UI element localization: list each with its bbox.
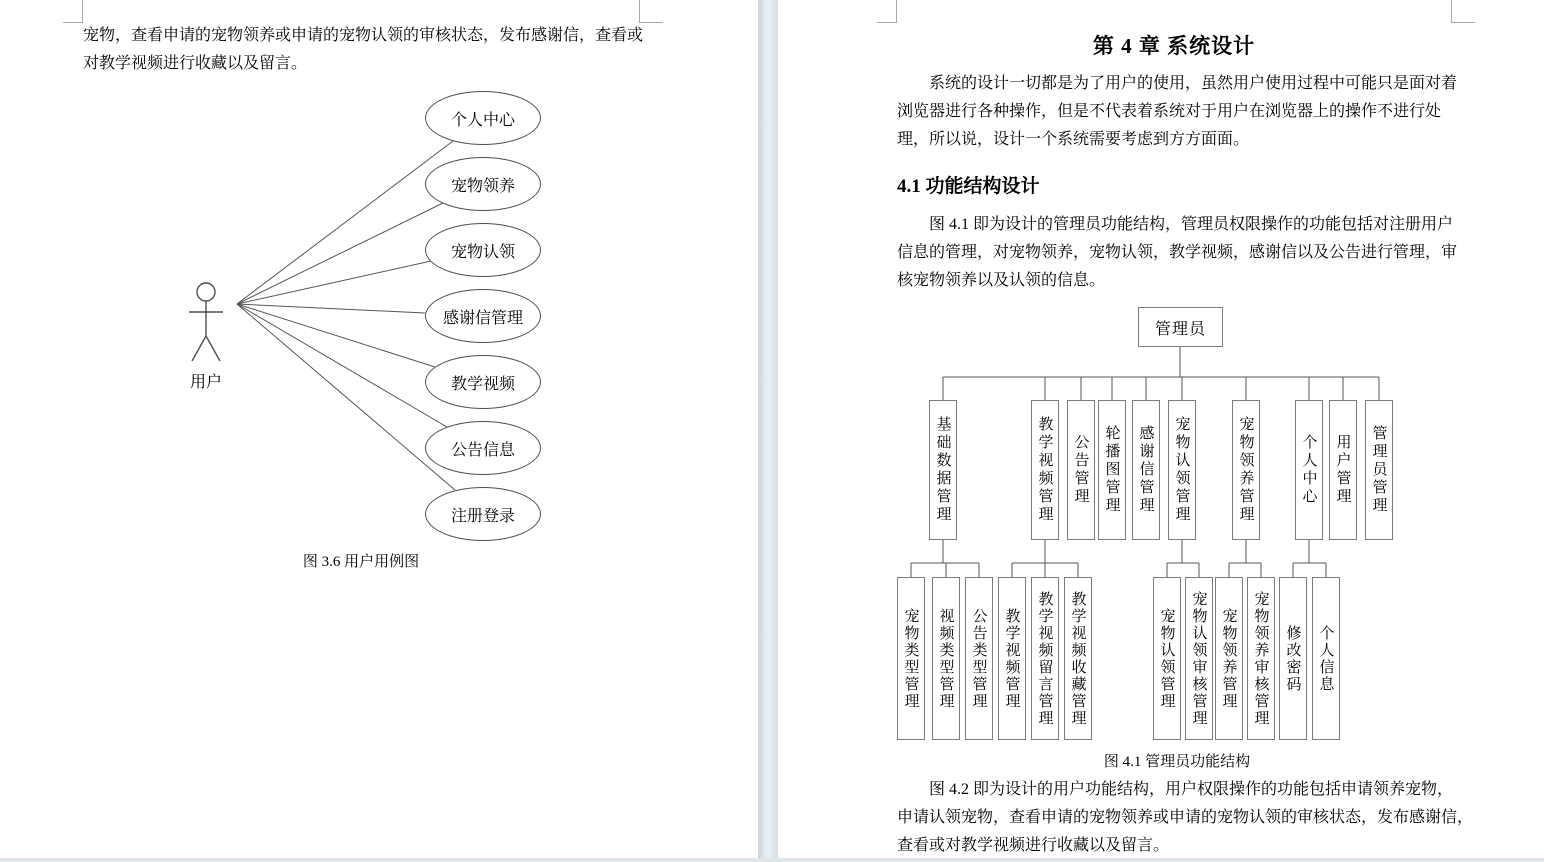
org-chart-node: 视频类型管理 [932,577,960,740]
org-chart-node: 宠物领养审核管理 [1247,577,1275,740]
paragraph-line: 宠物，查看申请的宠物领养或申请的宠物认领的审核状态，发布感谢信，查看或 [83,27,644,44]
org-chart-node: 管理员管理 [1365,400,1393,540]
actor-label: 用户 [189,374,222,391]
paragraph-line: 系统的设计一切都是为了用户的使用，虽然用户使用过程中可能只是面对着 [929,75,1458,92]
paragraph [897,776,1474,860]
org-chart-node: 宠物认领审核管理 [1185,577,1213,740]
org-chart-node: 教学视频管理 [1031,400,1059,540]
use-case-diagram-lines [0,0,758,620]
org-chart-root: 管理员 [1138,307,1223,347]
chapter-title: 第 4 章 系统设计 [1092,34,1256,58]
org-chart-node: 宠物领养管理 [1215,577,1243,740]
paragraph-line: 对教学视频进行收藏以及留言。 [83,55,308,72]
org-chart-node: 宠物类型管理 [897,577,925,740]
actor-stick-figure [189,283,223,361]
section-heading: 4.1 功能结构设计 [897,176,1040,197]
paragraph-line: 查看或对教学视频进行收藏以及留言。 [897,837,1170,854]
page-gap-divider [758,0,778,862]
paragraph-line: 图 4.1 即为设计的管理员功能结构，管理员权限操作的功能包括对注册用户 [929,216,1454,233]
page-right[interactable] [778,0,1544,862]
paragraph-line: 理，所以说，设计一个系统需要考虑到方方面面。 [897,131,1250,148]
org-chart-node: 公告类型管理 [965,577,993,740]
use-case-ellipse: 感谢信管理 [425,289,541,343]
org-chart-node: 教学视频留言管理 [1031,577,1059,740]
use-case-ellipse: 个人中心 [425,91,541,145]
paragraph-line: 申请认领宠物，查看申请的宠物领养或申请的宠物认领的审核状态，发布感谢信， [897,809,1474,826]
bottom-divider [0,858,1544,862]
org-chart-node: 宠物领养管理 [1232,400,1260,540]
paragraph-line: 浏览器进行各种操作，但是不代表着系统对于用户在浏览器上的操作不进行处 [897,103,1442,120]
figure-caption: 图 3.6 用户用例图 [302,554,420,570]
org-chart-node: 修改密码 [1279,577,1307,740]
use-case-ellipse: 公告信息 [425,421,541,475]
page-left[interactable] [0,0,758,862]
org-chart-node: 宠物认领管理 [1168,400,1196,540]
use-case-ellipse: 注册登录 [425,487,541,541]
org-chart-node: 宠物认领管理 [1153,577,1181,740]
org-chart-node: 个人中心 [1295,400,1323,540]
org-chart-node: 教学视频收藏管理 [1064,577,1092,740]
org-chart-node: 轮播图管理 [1098,400,1126,540]
paragraph-line: 信息的管理，对宠物领养，宠物认领，教学视频，感谢信以及公告进行管理，审 [897,244,1458,261]
org-chart-node: 公告管理 [1067,400,1095,540]
org-chart-node: 用户管理 [1329,400,1357,540]
paragraph-line: 核宠物领养以及认领的信息。 [897,272,1106,289]
use-case-ellipse: 教学视频 [425,355,541,409]
org-chart-node: 基础数据管理 [929,400,957,540]
figure-caption: 图 4.1 管理员功能结构 [1103,754,1251,770]
org-chart-node: 个人信息 [1312,577,1340,740]
use-case-ellipse: 宠物认领 [425,223,541,277]
use-case-ellipse: 宠物领养 [425,157,541,211]
org-chart-node: 感谢信管理 [1132,400,1160,540]
org-chart-node: 教学视频管理 [998,577,1026,740]
paragraph-line: 图 4.2 即为设计的用户功能结构，用户权限操作的功能包括申请领养宠物， [929,781,1454,798]
